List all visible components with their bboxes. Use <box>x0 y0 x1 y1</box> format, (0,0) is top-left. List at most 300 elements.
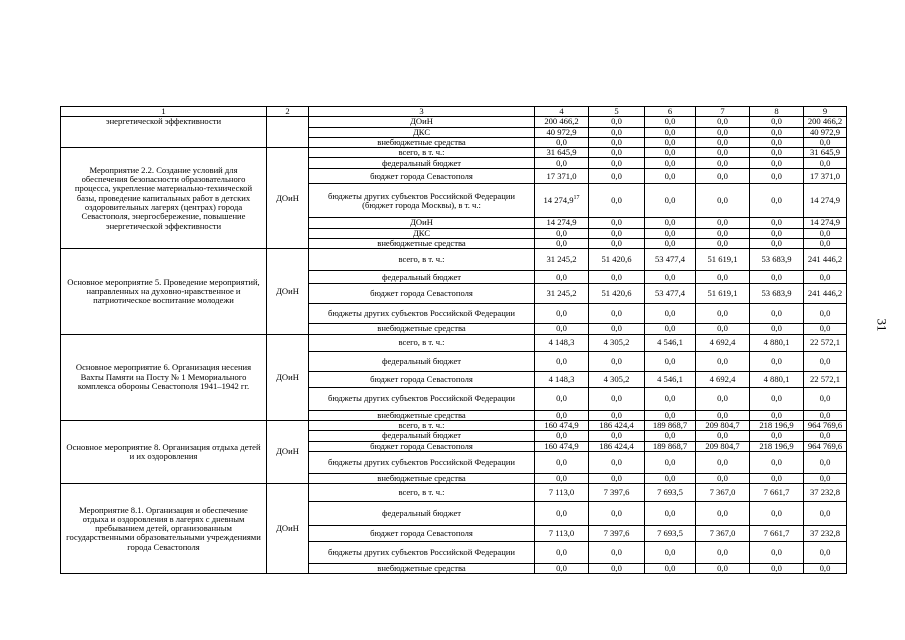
amount-cell <box>535 441 589 451</box>
amount-cell <box>696 158 750 169</box>
amount-value: 0,0 <box>611 116 622 127</box>
amount-value: 189 868,7 <box>652 441 688 451</box>
amount-cell <box>696 284 750 304</box>
amount-value: 7 661,7 <box>763 487 790 497</box>
amount-cell <box>589 526 645 542</box>
amount-cell <box>589 228 645 238</box>
amount-value: 0,0 <box>819 323 831 334</box>
amount-value: 7 693,5 <box>657 487 683 497</box>
amount-value: 0,0 <box>819 563 831 574</box>
amount-cell <box>589 351 645 371</box>
funding-source: федеральный бюджет <box>309 158 535 169</box>
amount-value: 0,0 <box>771 308 782 319</box>
amount-value: 0,0 <box>819 393 831 404</box>
amount-cell <box>804 387 847 410</box>
amount-value: 0,0 <box>771 238 782 249</box>
amount-value: 0,0 <box>717 137 728 147</box>
amount-value: 0,0 <box>664 355 676 366</box>
amount-cell <box>696 564 750 574</box>
amount-cell <box>696 148 750 158</box>
amount-value: 0,0 <box>819 137 831 147</box>
amount-cell <box>750 441 804 451</box>
amount-cell <box>589 410 645 420</box>
amount-value: 0,0 <box>819 456 831 467</box>
amount-value: 0,0 <box>771 147 782 158</box>
amount-value: 22 572,1 <box>809 337 841 348</box>
amount-value: 0,0 <box>556 228 567 238</box>
amount-value: 0,0 <box>819 271 831 282</box>
amount-value: 4 546,1 <box>657 337 683 348</box>
amount-value: 0,0 <box>556 323 567 334</box>
measure-description: Мероприятие 8.1. Организация и обеспечение отдыха и оздоровления в лагерях с дневным пребыванием детей, организованным государственными образовательными учреждениями города Севастополя <box>61 484 267 574</box>
amount-value: 160 474,9 <box>544 420 579 430</box>
amount-cell <box>804 304 847 324</box>
amount-value: 0,0 <box>664 195 676 206</box>
amount-value: 189 868,7 <box>652 420 688 430</box>
table-row <box>61 249 847 271</box>
amount-cell <box>535 324 589 334</box>
amount-value: 31 245,2 <box>546 288 577 299</box>
funding-source: бюджеты других субъектов Российской Федерации (бюджет города Москвы), в т. ч.: <box>309 184 535 218</box>
amount-value: 0,0 <box>611 238 622 249</box>
amount-cell <box>645 271 696 284</box>
amount-value: 0,0 <box>611 410 622 420</box>
amount-value: 0,0 <box>664 473 676 483</box>
amount-cell <box>804 371 847 387</box>
amount-value: 0,0 <box>717 410 728 420</box>
amount-cell <box>750 271 804 284</box>
amount-cell <box>804 271 847 284</box>
amount-value: 0,0 <box>717 563 728 574</box>
amount-cell <box>645 249 696 271</box>
funding-source: внебюджетные средства <box>309 137 535 147</box>
amount-value: 0,0 <box>771 228 782 238</box>
amount-cell <box>645 484 696 502</box>
amount-cell <box>750 502 804 526</box>
amount-cell <box>589 451 645 473</box>
amount-value: 0,0 <box>771 271 782 282</box>
amount-value: 0,0 <box>611 508 622 518</box>
amount-value: 0,0 <box>771 563 782 574</box>
amount-value: 4 880,1 <box>763 337 790 348</box>
funding-source: бюджеты других субъектов Российской Федерации <box>309 451 535 473</box>
amount-value: 40 972,9 <box>809 127 841 137</box>
amount-cell <box>750 228 804 238</box>
amount-value: 0,0 <box>611 430 622 441</box>
amount-value: 14 274,9 <box>809 195 841 206</box>
funding-source: бюджеты других субъектов Российской Федерации <box>309 542 535 564</box>
amount-value: 7 397,6 <box>603 528 630 538</box>
amount-cell <box>696 351 750 371</box>
amount-cell <box>535 387 589 410</box>
amount-value: 0,0 <box>611 473 622 483</box>
amount-cell <box>589 334 645 351</box>
amount-value: 186 424,4 <box>599 420 634 430</box>
amount-value: 31 645,9 <box>546 147 577 158</box>
amount-cell <box>696 169 750 184</box>
amount-cell <box>535 502 589 526</box>
amount-value: 0,0 <box>664 217 676 228</box>
amount-cell <box>645 526 696 542</box>
amount-value: 0,0 <box>611 323 622 334</box>
funding-source: всего, в т. ч.: <box>309 420 535 430</box>
amount-cell <box>750 249 804 271</box>
table-row <box>61 334 847 351</box>
amount-value: 241 446,2 <box>807 288 843 299</box>
amount-value: 7 367,0 <box>709 487 736 497</box>
amount-value: 0,0 <box>664 228 676 238</box>
amount-cell <box>804 564 847 574</box>
amount-value: 0,0 <box>771 473 782 483</box>
amount-cell <box>750 387 804 410</box>
measure-description: Основное мероприятие 8. Организация отдыха детей и их оздоровления <box>61 420 267 483</box>
amount-value: 17 371,0 <box>809 170 841 181</box>
amount-cell <box>696 249 750 271</box>
amount-cell <box>535 351 589 371</box>
amount-value: 4 148,3 <box>548 337 575 348</box>
amount-cell <box>804 184 847 218</box>
amount-value: 0,0 <box>771 170 782 181</box>
amount-value: 0,0 <box>717 508 728 518</box>
amount-value: 0,0 <box>717 157 728 168</box>
amount-cell <box>750 127 804 137</box>
amount-value: 0,0 <box>664 430 676 441</box>
amount-value: 0,0 <box>771 195 782 206</box>
funding-source: ДОиН <box>309 117 535 127</box>
amount-value: 0,0 <box>771 217 782 228</box>
amount-cell <box>804 431 847 441</box>
amount-cell <box>804 127 847 137</box>
amount-cell <box>696 431 750 441</box>
executor-cell: ДОиН <box>267 334 309 420</box>
amount-cell <box>589 441 645 451</box>
amount-cell <box>535 484 589 502</box>
amount-value: 4 305,2 <box>603 373 630 384</box>
amount-value: 0,0 <box>717 228 728 238</box>
amount-value: 0,0 <box>819 430 831 441</box>
amount-value: 0,0 <box>556 547 567 557</box>
funding-source: всего, в т. ч.: <box>309 334 535 351</box>
amount-cell <box>696 324 750 334</box>
amount-cell <box>645 441 696 451</box>
amount-cell <box>750 137 804 147</box>
amount-cell <box>696 137 750 147</box>
amount-value: 51 420,6 <box>601 288 632 299</box>
amount-value: 14 274,9 <box>809 217 841 228</box>
amount-cell <box>589 284 645 304</box>
amount-value: 218 196,9 <box>759 441 794 451</box>
amount-value: 964 769,6 <box>807 420 843 430</box>
amount-value: 0,0 <box>717 217 728 228</box>
footnote-mark: 17 <box>573 195 580 202</box>
amount-value: 0,0 <box>556 393 567 404</box>
amount-cell <box>804 169 847 184</box>
amount-value: 0,0 <box>556 430 567 441</box>
amount-value: 0,0 <box>611 456 622 467</box>
amount-value: 186 424,4 <box>599 441 634 451</box>
amount-cell <box>589 484 645 502</box>
amount-value: 0,0 <box>771 456 782 467</box>
executor-cell: ДОиН <box>267 249 309 334</box>
amount-cell <box>804 441 847 451</box>
amount-cell <box>645 304 696 324</box>
amount-value: 0,0 <box>717 308 728 319</box>
measure-description: Основное мероприятие 6. Организация несения Вахты Памяти на Посту № 1 Мемориального комплекса обороны Севастополя 1941–1942 гг. <box>61 334 267 420</box>
amount-cell <box>589 218 645 228</box>
amount-value: 7 397,6 <box>603 487 630 497</box>
amount-cell <box>535 431 589 441</box>
amount-value: 0,0 <box>717 116 728 127</box>
amount-cell <box>804 239 847 249</box>
amount-cell <box>589 148 645 158</box>
column-header: 7 <box>696 107 750 117</box>
amount-cell <box>696 451 750 473</box>
amount-cell <box>589 324 645 334</box>
amount-cell <box>804 137 847 147</box>
amount-value: 0,0 <box>664 563 676 574</box>
amount-cell <box>696 117 750 127</box>
amount-value: 0,0 <box>556 563 567 574</box>
amount-cell <box>804 420 847 430</box>
amount-cell <box>696 184 750 218</box>
amount-value: 0,0 <box>717 323 728 334</box>
amount-value: 40 972,9 <box>546 127 577 137</box>
amount-value: 0,0 <box>664 456 676 467</box>
column-header: 5 <box>589 107 645 117</box>
funding-source: внебюджетные средства <box>309 564 535 574</box>
amount-cell <box>696 441 750 451</box>
amount-value: 53 477,4 <box>654 254 686 265</box>
amount-value: 0,0 <box>819 508 831 518</box>
amount-value: 53 683,9 <box>761 288 792 299</box>
amount-value: 0,0 <box>664 508 676 518</box>
amount-cell <box>804 351 847 371</box>
funding-source: федеральный бюджет <box>309 351 535 371</box>
measure-description: Мероприятие 2.2. Создание условий для обеспечения безопасности образовательного процесса, укрепление материально-технической базы, проведение капитальных работ в детских оздоровительных лагерях (центрах) города Севастополя, энергосбережение, повышение энергетической эффективности <box>61 148 267 249</box>
amount-value: 0,0 <box>819 308 831 319</box>
amount-cell <box>535 420 589 430</box>
amount-value: 0,0 <box>664 410 676 420</box>
amount-cell <box>645 218 696 228</box>
executor-cell: ДОиН <box>267 148 309 249</box>
amount-value: 218 196,9 <box>759 420 794 430</box>
amount-cell <box>696 387 750 410</box>
amount-value: 0,0 <box>717 430 728 441</box>
amount-cell <box>750 473 804 483</box>
amount-cell <box>750 158 804 169</box>
amount-cell <box>589 502 645 526</box>
amount-cell <box>696 271 750 284</box>
funding-source: бюджет города Севастополя <box>309 169 535 184</box>
amount-value: 0,0 <box>771 430 782 441</box>
amount-value: 0,0 <box>556 508 567 518</box>
amount-value: 0,0 <box>611 170 622 181</box>
amount-value: 0,0 <box>717 456 728 467</box>
funding-source: всего, в т. ч.: <box>309 148 535 158</box>
amount-cell <box>645 127 696 137</box>
funding-source: федеральный бюджет <box>309 271 535 284</box>
amount-cell <box>804 158 847 169</box>
amount-value: 0,0 <box>556 271 567 282</box>
amount-value: 31 645,9 <box>809 147 841 158</box>
amount-value: 51 420,6 <box>601 254 632 265</box>
amount-value: 0,0 <box>771 157 782 168</box>
amount-cell <box>535 228 589 238</box>
executor-cell: ДОиН <box>267 420 309 483</box>
amount-cell <box>750 451 804 473</box>
amount-cell <box>750 184 804 218</box>
amount-cell <box>589 169 645 184</box>
amount-cell <box>804 410 847 420</box>
amount-cell <box>535 334 589 351</box>
amount-cell <box>589 542 645 564</box>
amount-cell <box>750 484 804 502</box>
amount-cell <box>535 127 589 137</box>
amount-cell <box>645 184 696 218</box>
column-header: 4 <box>535 107 589 117</box>
amount-cell <box>696 484 750 502</box>
amount-value: 0,0 <box>664 127 676 137</box>
amount-cell <box>750 420 804 430</box>
amount-cell <box>804 542 847 564</box>
amount-value: 0,0 <box>556 308 567 319</box>
column-header: 6 <box>645 107 696 117</box>
amount-cell <box>589 271 645 284</box>
amount-cell <box>750 431 804 441</box>
amount-cell <box>589 304 645 324</box>
amount-cell <box>645 371 696 387</box>
column-header: 1 <box>61 107 267 117</box>
amount-value: 0,0 <box>611 393 622 404</box>
amount-value: 0,0 <box>556 137 567 147</box>
amount-value: 0,0 <box>611 308 622 319</box>
amount-cell <box>535 526 589 542</box>
amount-value: 0,0 <box>717 271 728 282</box>
column-header: 8 <box>750 107 804 117</box>
amount-value: 0,0 <box>611 217 622 228</box>
amount-value: 51 619,1 <box>707 254 738 265</box>
amount-cell <box>750 284 804 304</box>
amount-cell <box>750 218 804 228</box>
executor-cell <box>267 117 309 148</box>
amount-cell <box>750 564 804 574</box>
amount-cell <box>535 137 589 147</box>
amount-cell <box>645 542 696 564</box>
amount-cell <box>750 117 804 127</box>
amount-cell <box>645 158 696 169</box>
amount-cell <box>589 117 645 127</box>
amount-cell <box>750 542 804 564</box>
amount-value: 37 232,8 <box>809 528 841 538</box>
amount-cell <box>696 526 750 542</box>
amount-value: 0,0 <box>717 127 728 137</box>
amount-cell <box>804 334 847 351</box>
amount-value: 0,0 <box>611 355 622 366</box>
amount-value: 53 477,4 <box>654 288 686 299</box>
amount-value: 0,0 <box>717 355 728 366</box>
amount-value: 0,0 <box>664 137 676 147</box>
amount-cell <box>696 334 750 351</box>
amount-cell <box>804 473 847 483</box>
amount-cell <box>589 387 645 410</box>
funding-source: бюджеты других субъектов Российской Федерации <box>309 387 535 410</box>
funding-source: федеральный бюджет <box>309 431 535 441</box>
funding-source: внебюджетные средства <box>309 239 535 249</box>
amount-cell <box>645 410 696 420</box>
amount-value: 0,0 <box>611 137 622 147</box>
amount-cell <box>645 387 696 410</box>
amount-cell <box>645 137 696 147</box>
amount-value: 0,0 <box>611 547 622 557</box>
funding-source: бюджет города Севастополя <box>309 284 535 304</box>
amount-cell <box>645 284 696 304</box>
amount-cell <box>645 148 696 158</box>
amount-value: 0,0 <box>664 323 676 334</box>
amount-value: 0,0 <box>611 127 622 137</box>
amount-value: 0,0 <box>771 127 782 137</box>
amount-value: 0,0 <box>556 355 567 366</box>
page-number: 31 <box>874 318 890 332</box>
amount-value: 200 466,2 <box>544 116 579 127</box>
amount-cell <box>696 371 750 387</box>
amount-cell <box>535 473 589 483</box>
amount-value: 7 113,0 <box>548 487 575 497</box>
amount-value: 31 245,2 <box>546 254 577 265</box>
amount-value: 0,0 <box>664 147 676 158</box>
amount-cell <box>750 324 804 334</box>
amount-value: 0,0 <box>664 308 676 319</box>
amount-cell <box>696 239 750 249</box>
amount-cell <box>535 542 589 564</box>
amount-cell <box>535 218 589 228</box>
amount-value: 4 546,1 <box>657 373 683 384</box>
amount-cell <box>645 431 696 441</box>
amount-value: 0,0 <box>664 393 676 404</box>
amount-value: 0,0 <box>611 195 622 206</box>
amount-cell <box>589 473 645 483</box>
amount-cell <box>804 284 847 304</box>
amount-cell <box>589 371 645 387</box>
amount-cell <box>804 526 847 542</box>
amount-cell <box>535 564 589 574</box>
amount-cell <box>750 371 804 387</box>
amount-value: 0,0 <box>556 157 567 168</box>
amount-value: 4 305,2 <box>603 337 630 348</box>
funding-source: бюджеты других субъектов Российской Федерации <box>309 304 535 324</box>
amount-cell <box>696 420 750 430</box>
column-header: 3 <box>309 107 535 117</box>
amount-cell <box>645 502 696 526</box>
amount-cell <box>696 127 750 137</box>
amount-cell <box>535 271 589 284</box>
amount-cell <box>696 304 750 324</box>
amount-cell <box>750 304 804 324</box>
amount-value: 0,0 <box>611 147 622 158</box>
amount-cell <box>645 564 696 574</box>
amount-value: 17 371,0 <box>546 170 577 181</box>
amount-cell <box>535 184 589 218</box>
amount-value: 0,0 <box>771 410 782 420</box>
amount-value: 51 619,1 <box>707 288 738 299</box>
amount-cell <box>645 420 696 430</box>
funding-source: всего, в т. ч.: <box>309 249 535 271</box>
amount-value: 0,0 <box>664 238 676 249</box>
funding-source: всего, в т. ч.: <box>309 484 535 502</box>
amount-value: 0,0 <box>771 116 782 127</box>
amount-cell <box>750 239 804 249</box>
measure-description: энергетической эффективности <box>61 117 267 148</box>
amount-cell <box>645 451 696 473</box>
